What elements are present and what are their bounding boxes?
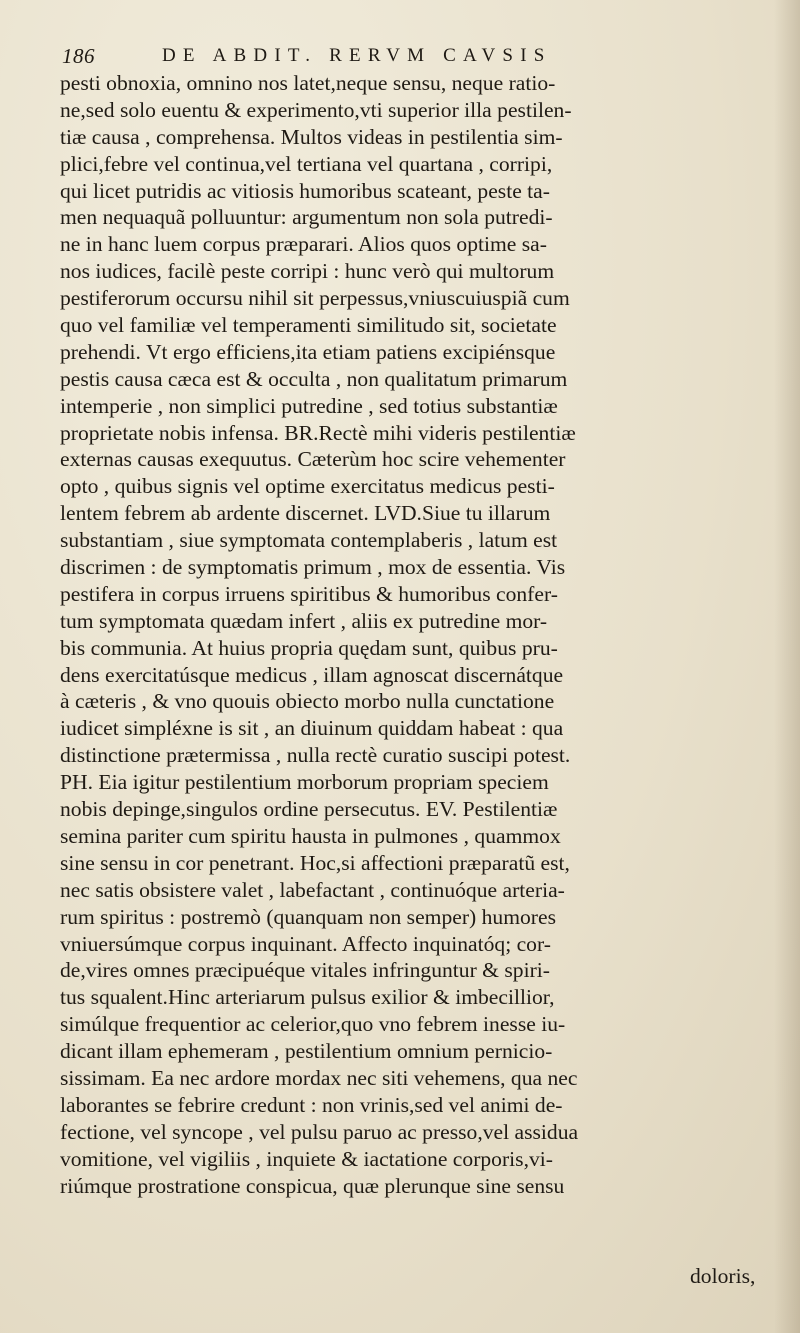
- text-line: sissimam. Ea nec ardore mordax nec siti vehemens, qua nec: [60, 1065, 578, 1090]
- text-line: semina pariter cum spiritu hausta in pulmones , quammox: [60, 823, 561, 848]
- text-line: simúlque frequentior ac celerior,quo vno febrem inesse iu-: [60, 1012, 566, 1037]
- text-line: distinctione prætermissa , nulla rectè curatio suscipi potest.: [60, 743, 571, 768]
- page-number: 186: [62, 44, 95, 68]
- text-line: opto , quibus signis vel optime exercitatus medicus pesti-: [60, 474, 555, 499]
- text-line: ne,sed solo euentu & experimento,vti superior illa pestilen-: [60, 97, 572, 122]
- text-line: qui licet putridis ac vitiosis humoribus scateant, peste ta-: [60, 178, 550, 203]
- text-line: laborantes se febrire credunt : non vrinis,sed vel animi de-: [60, 1092, 563, 1117]
- text-line: pesti obnoxia, omnino nos latet,neque sensu, neque ratio-: [60, 71, 556, 95]
- text-line: rum spiritus : postremò (quanquam non semper) humores: [60, 904, 556, 929]
- text-line: vniuersúmque corpus inquinant. Affecto inquinatóq; cor-: [60, 931, 551, 956]
- text-line: pestiferorum occursu nihil sit perpessus,vniuscuiuspiã cum: [60, 286, 570, 311]
- text-line: de,vires omnes præcipuéque vitales infringuntur & spiri-: [60, 958, 550, 983]
- text-line: lentem febrem ab ardente discernet. LVD.Siue tu illarum: [60, 501, 551, 526]
- text-line: à cæteris , & vno quouis obiecto morbo nulla cunctatione: [60, 689, 555, 714]
- text-line: men nequaquã polluuntur: argumentum non sola putredi-: [60, 205, 553, 230]
- catchword: doloris,: [690, 1264, 756, 1288]
- text-line: dicant illam ephemeram , pestilentium omnium pernicio-: [60, 1039, 553, 1064]
- text-line: nos iudices, facilè peste corripi : hunc verò qui multorum: [60, 259, 555, 284]
- text-line: tus squalent.Hinc arteriarum pulsus exilior & imbecillior,: [60, 985, 555, 1010]
- text-line: externas causas exequutus. Cæterùm hoc scire vehementer: [60, 447, 566, 472]
- running-head: DE ABDIT. RERVM CAVSIS: [162, 45, 552, 66]
- text-line: tum symptomata quædam infert , aliis ex putredine mor-: [60, 608, 548, 633]
- text-line: plici,febre vel continua,vel tertiana vel quartana , corripi,: [60, 151, 553, 176]
- text-line: discrimen : de symptomatis primum , mox de essentia. Vis: [60, 555, 566, 580]
- text-line: vomitione, vel vigiliis , inquiete & iactatione corporis,vi-: [60, 1146, 553, 1171]
- text-line: riúmque prostratione conspicua, quæ plerunque sine sensu: [60, 1173, 565, 1198]
- text-line: tiæ causa , comprehensa. Multos videas in pestilentia sim-: [60, 124, 563, 149]
- text-line: prehendi. Vt ergo efficiens,ita etiam patiens excipiénsque: [60, 339, 556, 364]
- text-line: PH. Eia igitur pestilentium morborum propriam speciem: [60, 770, 549, 795]
- text-line: iudicet simpléxne is sit , an diuinum quiddam habeat : qua: [60, 716, 564, 741]
- text-line: nec satis obsistere valet , labefactant , continuóque arteria-: [60, 877, 565, 902]
- text-line: pestis causa cæca est & occulta , non qualitatum primarum: [60, 366, 568, 391]
- text-line: quo vel familiæ vel temperamenti similitudo sit, societate: [60, 313, 557, 338]
- text-line: bis communia. At huius propria quędam sunt, quibus pru-: [60, 635, 558, 660]
- text-line: proprietate nobis infensa. BR.Rectè mihi videris pestilentiæ: [60, 420, 576, 445]
- text-line: substantiam , siue symptomata contemplaberis , latum est: [60, 528, 558, 553]
- text-line: sine sensu in cor penetrant. Hoc,si affectioni præparatũ est,: [60, 850, 570, 875]
- text-line: ne in hanc luem corpus præparari. Alios quos optime sa-: [60, 232, 547, 257]
- page-header: [62, 44, 762, 70]
- text-line: fectione, vel syncope , vel pulsu paruo ac presso,vel assidua: [60, 1119, 579, 1144]
- text-line: dens exercitatúsque medicus , illam agnoscat discernátque: [60, 662, 564, 687]
- text-line: pestifera in corpus irruens spiritibus & humoribus confer-: [60, 581, 558, 606]
- body-text: [60, 70, 790, 1199]
- text-line: nobis depinge,singulos ordine persecutus. EV. Pestilentiæ: [60, 797, 558, 822]
- text-line: intemperie , non simplici putredine , sed totius substantiæ: [60, 393, 558, 418]
